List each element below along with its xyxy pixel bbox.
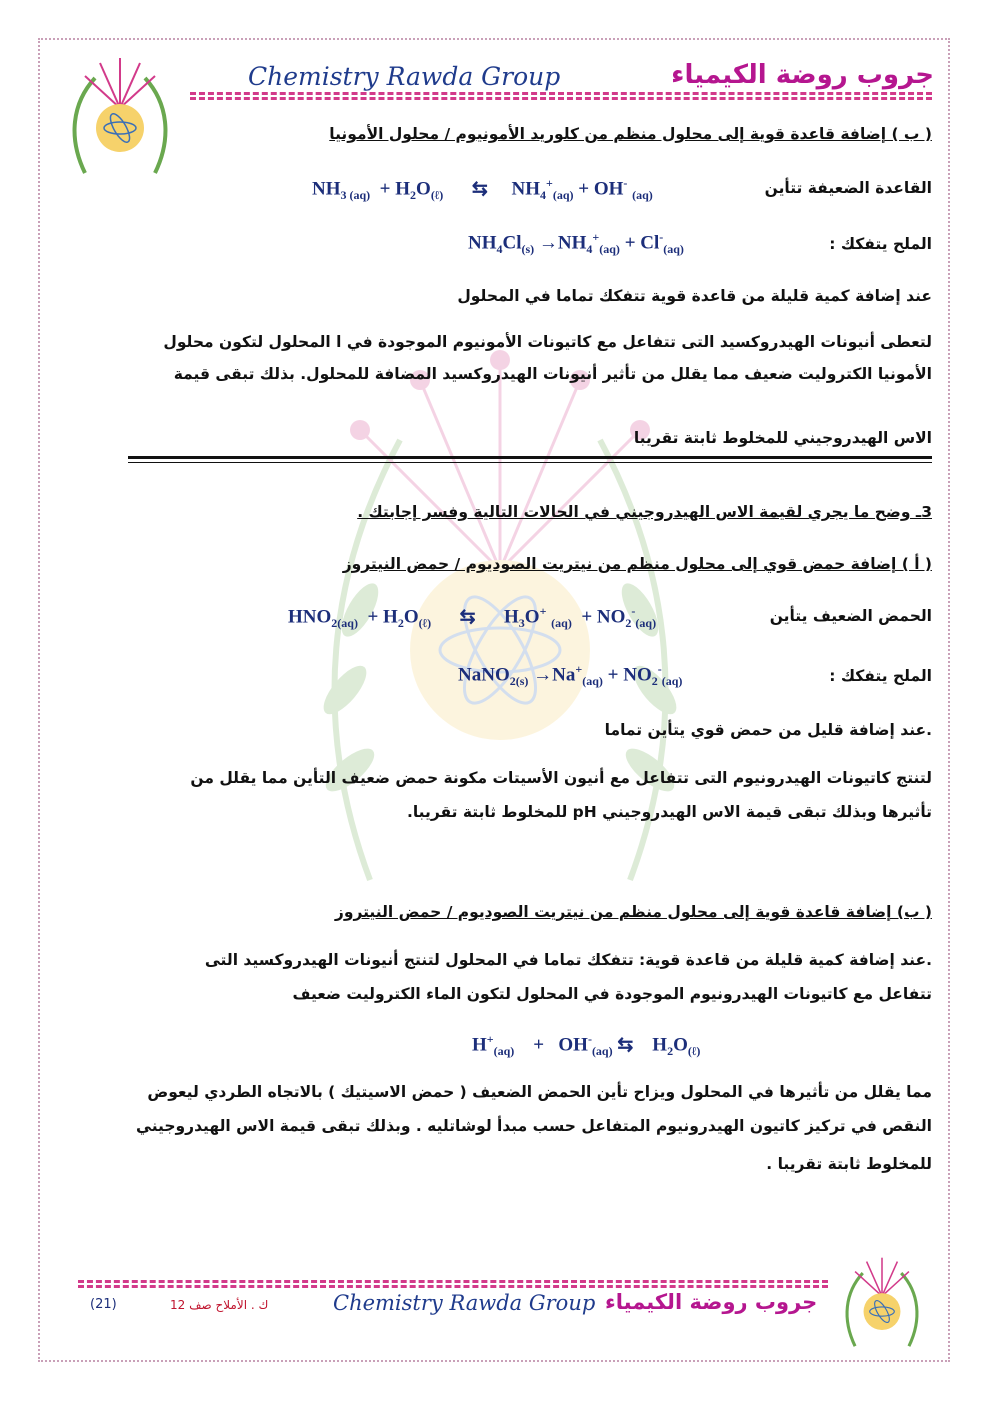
section-b2-heading: ( ب) إضافة قاعدة قوية إلى محلول منظم من نيتريت الصوديوم / حمض النيتروز <box>334 903 932 921</box>
strong-base-added-text: عند إضافة كمية قليلة من قاعدة قوية تتفكك تماما في المحلول <box>457 287 932 305</box>
explanation-b2-line3: مما يقلل من تأثيرها في المحلول ويزاح تأين الحمض الضعيف ( حمض الاسيتيك ) بالاتجاه الطردي ليعوض <box>147 1083 932 1101</box>
section-a-heading: ( أ ) إضافة حمض قوي إلى محلول منظم من نيتريت الصوديوم / حمض النيتروز <box>342 555 932 573</box>
logo <box>60 48 180 178</box>
explanation-b2-line1: .عند إضافة كمية قليلة من قاعدة قوية: تتفكك تماما في المحلول لتنتج أنيونات الهيدروكسيد التى <box>204 951 932 969</box>
footer-logo <box>832 1250 932 1350</box>
salt-label-2: الملح يتفكك : <box>829 667 932 685</box>
footer-class-label: ك . الأملاح صف 12 <box>170 1298 269 1312</box>
explanation-b2-line5: للمخلوط ثابتة تقريبا . <box>766 1155 932 1173</box>
weak-acid-label: الحمض الضعيف يتأين <box>769 607 932 625</box>
explanation-b2-line4: النقص في تركيز كاتيون الهيدرونيوم المتفاعل حسب مبدأ لوشاتليه . وبذلك تبقى قيمة الاس الهيدروجيني <box>136 1117 932 1135</box>
footer-divider <box>78 1280 828 1283</box>
explanation-a-line2: تأثيرها وبذلك تبقى قيمة الاس الهيدروجيني pH للمخلوط ثابتة تقريبا. <box>406 803 932 821</box>
equation-nano2-dissociation: NaNO$_{2(s)}$ $\to Na^+_{(aq)} + NO_2^-_{(aq)}$ <box>458 662 683 689</box>
equation-nh4cl-dissociation: $NH_4Cl_{(s)} \to NH_4^+_{(aq)} + Cl^-_{(aq)}$ <box>468 230 684 257</box>
equation-hno2-ionization: $HNO_{2(aq)} + H_2O_{(\ell)}$ ⇆ $H_3O^+$ $_{(aq)} + NO_2^-_{(aq)}$ <box>288 604 657 631</box>
header-divider <box>190 92 932 95</box>
section-b1-heading: ( ب ) إضافة قاعدة قوية إلى محلول منظم من كلوريد الأمونيوم / محلول الأمونيا <box>329 125 932 143</box>
equation-water-formation: $H^+_{(aq)}$ + $OH^-_{(aq)}$ ⇆ $H_2O_{(\ell)}$ <box>472 1032 701 1059</box>
footer-title-ar: جروب روضة الكيمياء <box>605 1290 818 1314</box>
footer-title-en: Chemistry Rawda Group <box>333 1291 596 1315</box>
question3-heading: 3ـ وضح ما يجري لقيمة الاس الهيدروجيني في الحالات التالية وفسر إجابتك . <box>357 503 932 521</box>
explanation-b1-line3: الاس الهيدروجيني للمخلوط ثابتة تقريبا <box>633 429 932 447</box>
explanation-b2-line2: تتفاعل مع كاتيونات الهيدرونيوم الموجودة في المحلول لتكون الماء الكتروليت ضعيف <box>292 985 932 1003</box>
page-number: (21) <box>90 1297 117 1312</box>
salt-label-1: الملح يتفكك : <box>829 235 932 253</box>
header-title-ar: جروب روضة الكيمياء <box>671 60 934 90</box>
equation-ammonia-ionization: $NH_{3 (aq)} + H_2O_{(\ell)}$ ⇆ $NH_4^+_{(aq)} + OH^-$ $_{(aq)}$ <box>312 176 653 203</box>
strong-acid-added-text: .عند إضافة قليل من حمض قوي يتأين تماما <box>604 721 932 739</box>
explanation-a-line1: لتنتج كاتيونات الهيدرونيوم التى تتفاعل مع أنيون الأسيتات مكونة حمض ضعيف التأين مما يقلل من <box>190 769 932 787</box>
header-title-en: Chemistry Rawda Group <box>248 62 561 91</box>
section-separator <box>128 456 932 459</box>
explanation-b1-line1: لتعطى أنيونات الهيدروكسيد التى تتفاعل مع كاتيونات الأمونيوم الموجودة في ا المحلول لتكون محلول <box>163 333 932 351</box>
weak-base-label: القاعدة الضعيفة تتأين <box>764 179 932 197</box>
explanation-b1-line2: الأمونيا الكتروليت ضعيف مما يقلل من تأثير أنيونات الهيدروكسيد المضافة للمحلول. بذلك تبقى قيمة <box>173 365 932 383</box>
